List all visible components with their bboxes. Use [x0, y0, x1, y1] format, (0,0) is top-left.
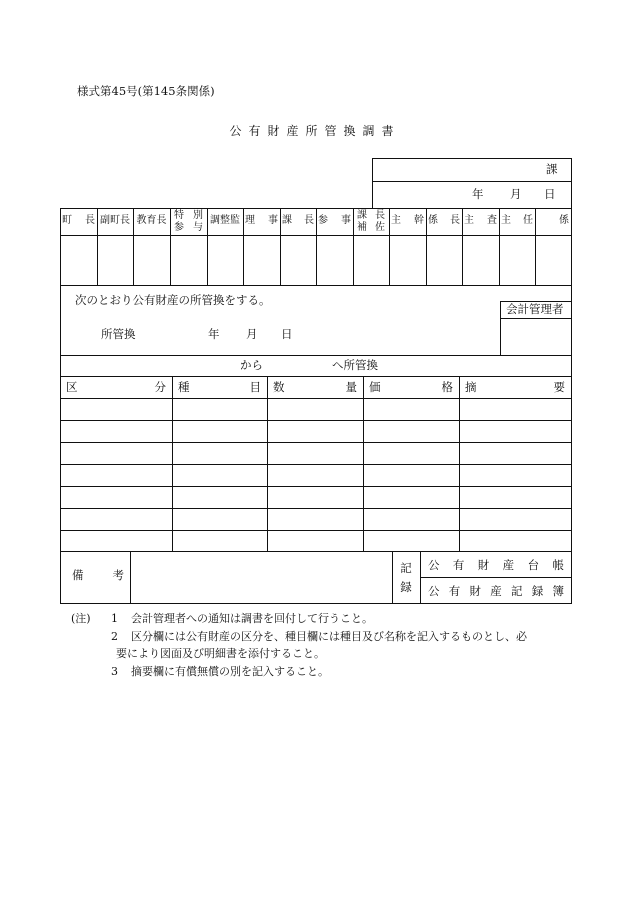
ruled-line [60, 530, 572, 531]
approval-column-label [355, 208, 387, 235]
footer-label-char: 公 [428, 558, 440, 572]
approval-column-label [464, 216, 497, 226]
transfer-day-label: 日 [281, 327, 293, 341]
table-header [465, 382, 565, 394]
approval-stamp-cell [60, 235, 97, 285]
transfer-form [60, 158, 572, 604]
approval-label-part: 調整監 [210, 215, 240, 226]
table-row [60, 420, 571, 442]
header-month-label: 月 [510, 187, 522, 201]
approval-label-part: 長 [304, 215, 314, 226]
footer-label-char: 台 [527, 558, 540, 572]
note-number: 2 [111, 629, 118, 643]
table-header-part: 区 [66, 380, 78, 394]
approval-label-part: 長 [450, 215, 460, 226]
table-row [60, 486, 571, 508]
record-label-part: 記 [400, 561, 412, 576]
ruled-line [372, 158, 373, 209]
approval-column-label [537, 216, 569, 226]
approval-label-part: 主 [501, 215, 511, 226]
approval-label-part: 参 [318, 215, 328, 226]
ruled-line [392, 551, 393, 604]
record-label-part: 録 [400, 579, 412, 594]
accounting-manager-label: 会計管理者 [506, 302, 564, 316]
table-row [60, 530, 571, 552]
remarks-label-part: 備 [72, 568, 84, 582]
transfer-label: 所管換 [101, 327, 136, 341]
table-header-part: 目 [249, 380, 261, 394]
approval-label-row [172, 210, 205, 221]
footer-label-char: 有 [448, 584, 461, 598]
table-header [273, 382, 357, 394]
table-header-part: 摘 [465, 380, 477, 394]
approval-label-part: 幹 [414, 215, 424, 226]
table-header-part: 価 [369, 380, 381, 394]
note-number: 1 [111, 612, 118, 625]
approval-stamp-cell [280, 235, 316, 285]
ruled-line [372, 181, 572, 182]
approval-stamp-cell [535, 235, 571, 285]
approval-stamp-cell [389, 235, 426, 285]
ruled-line [170, 208, 171, 286]
accounting-manager-stamp-cell [500, 318, 572, 355]
table-header-part: 分 [154, 380, 166, 394]
approval-label-part: 町 [62, 215, 72, 226]
ruled-line [60, 208, 61, 604]
footer-label-char: 公 [428, 584, 440, 598]
table-header-part: 要 [553, 380, 565, 394]
approval-stamp-cell [170, 235, 207, 285]
note-text: 要により図面及び明細書を添付すること。 [116, 647, 325, 660]
approval-stamp-cell [97, 235, 133, 285]
table-row [60, 442, 571, 464]
table-header [369, 382, 453, 394]
notes [71, 610, 571, 680]
footer-label-char: 産 [490, 584, 502, 598]
to-label: へ所管換 [332, 358, 378, 372]
note-text: 会計管理者への通知は調書を回付して行うこと。 [131, 612, 373, 625]
ruled-line [243, 208, 244, 286]
note-number: 3 [111, 664, 118, 678]
approval-label-row [355, 222, 387, 233]
note-line [71, 645, 571, 663]
ruled-line [353, 208, 354, 286]
approval-column-label [501, 216, 533, 226]
ruled-line [60, 508, 572, 509]
record-label [392, 551, 420, 604]
table-row [60, 398, 571, 420]
table-row [60, 464, 571, 486]
approval-label-part: 主 [391, 215, 401, 226]
ruled-line [372, 158, 572, 159]
note-line [71, 663, 571, 681]
ruled-line [500, 301, 501, 356]
approval-label-part: 長 [85, 215, 95, 226]
approval-label-part: 係 [559, 215, 569, 226]
approval-label-part: 査 [487, 215, 497, 226]
approval-label-part: 課 [282, 215, 292, 226]
from-label: から [240, 358, 263, 372]
approval-stamp-cell [243, 235, 280, 285]
approval-stamp-cell [133, 235, 170, 285]
table-header-part: 量 [345, 380, 357, 394]
table-header-part: 種 [178, 380, 190, 394]
approval-stamp-cell [353, 235, 389, 285]
approval-stamp-cell [462, 235, 499, 285]
note-head [71, 610, 131, 628]
form-number: 様式第45号(第145条関係) [77, 84, 215, 98]
approval-stamp-cell [426, 235, 462, 285]
document-title: 公有財産所管換調書 [229, 124, 401, 138]
ruled-line [60, 376, 572, 377]
ruled-line [420, 577, 572, 578]
table-header-part: 格 [441, 380, 453, 394]
footer-label-char: 財 [469, 584, 481, 598]
ruled-line [316, 208, 317, 286]
approval-column-label [391, 216, 424, 226]
table-header [66, 382, 166, 394]
approval-column-label [318, 216, 351, 226]
ruled-line [60, 464, 572, 465]
approval-label-part: 教育長 [136, 215, 167, 226]
approval-label-part: 係 [428, 215, 438, 226]
note-text: 区分欄には公有財産の区分を、種目欄には種目及び名称を記入するものとし、必 [131, 629, 527, 643]
approval-stamp-cell [207, 235, 243, 285]
header-day-label: 日 [544, 187, 556, 201]
approval-label-row [172, 222, 205, 233]
department-unit-label: 課 [546, 162, 558, 176]
ruled-line [60, 551, 572, 552]
approval-label-part: 理 [245, 215, 255, 226]
ruled-line [535, 208, 536, 286]
ruled-line [60, 420, 572, 421]
ruled-line [97, 208, 98, 286]
footer-label-char: 録 [531, 584, 544, 598]
note-line [71, 628, 571, 646]
approval-column-label [135, 216, 168, 226]
approval-column-label [245, 216, 278, 226]
ruled-line [60, 355, 572, 356]
approval-label-part: 副町長 [100, 215, 130, 226]
approval-label-part: 長 [375, 210, 385, 222]
footer-label-char: 産 [502, 558, 515, 572]
footer-label-char: 帳 [552, 558, 564, 572]
transfer-year-label: 年 [208, 327, 220, 341]
remarks-label-part: 考 [112, 568, 124, 582]
approval-label-part: 課 [357, 210, 367, 222]
ruled-line [60, 603, 572, 604]
approval-column-label [172, 208, 205, 235]
transfer-statement: 次のとおり公有財産の所管換をする。 [75, 293, 271, 307]
ruled-line [571, 158, 572, 604]
footer-label-char: 有 [452, 558, 465, 572]
approval-column-label [428, 216, 460, 226]
ruled-line [60, 442, 572, 443]
ruled-line [280, 208, 281, 286]
ruled-line [130, 551, 131, 604]
remarks-field [130, 551, 392, 604]
note-mark [71, 628, 111, 646]
note-text: 摘要欄に有償無償の別を記入すること。 [131, 664, 329, 678]
approval-label-part: 与 [193, 221, 203, 233]
note-mark: (注) [71, 612, 91, 625]
transfer-month-label: 月 [246, 327, 258, 341]
approval-label-part: 佐 [375, 221, 385, 233]
footer-label-char: 記 [511, 584, 523, 598]
asset-ledger-label [428, 560, 564, 572]
ruled-line [60, 398, 572, 399]
approval-label-part: 補 [357, 221, 367, 233]
table-header-part: 数 [273, 380, 285, 394]
ruled-line [499, 208, 500, 286]
header-year-label: 年 [472, 187, 484, 201]
footer-label-char: 簿 [552, 584, 564, 598]
approval-label-part: 事 [341, 215, 351, 226]
remarks-label [72, 570, 124, 582]
approval-stamp-cell [499, 235, 535, 285]
approval-label-part: 任 [523, 215, 533, 226]
approval-stamp-cell [316, 235, 353, 285]
table-header [178, 382, 261, 394]
footer-label-char: 財 [477, 558, 490, 572]
note-head [71, 628, 131, 646]
ruled-line [462, 208, 463, 286]
ruled-line [207, 208, 208, 286]
ruled-line [60, 486, 572, 487]
approval-label-part: 事 [268, 215, 278, 226]
approval-label-row [355, 210, 387, 221]
approval-label-part: 参 [174, 221, 184, 233]
ruled-line [133, 208, 134, 286]
approval-column-label [62, 216, 95, 226]
table-row [60, 508, 571, 530]
approval-column-label [209, 216, 241, 226]
approval-column-label [99, 216, 131, 226]
note-line [71, 610, 571, 628]
ruled-line [500, 318, 572, 319]
asset-record-book-label [428, 586, 564, 598]
ruled-line [389, 208, 390, 286]
note-head [71, 663, 131, 681]
approval-label-part: 特 [174, 210, 184, 222]
approval-label-part: 別 [193, 210, 203, 222]
approval-label-part: 主 [464, 215, 474, 226]
note-mark [71, 663, 111, 681]
ruled-line [426, 208, 427, 286]
ruled-line [500, 301, 572, 302]
approval-column-label [282, 216, 314, 226]
